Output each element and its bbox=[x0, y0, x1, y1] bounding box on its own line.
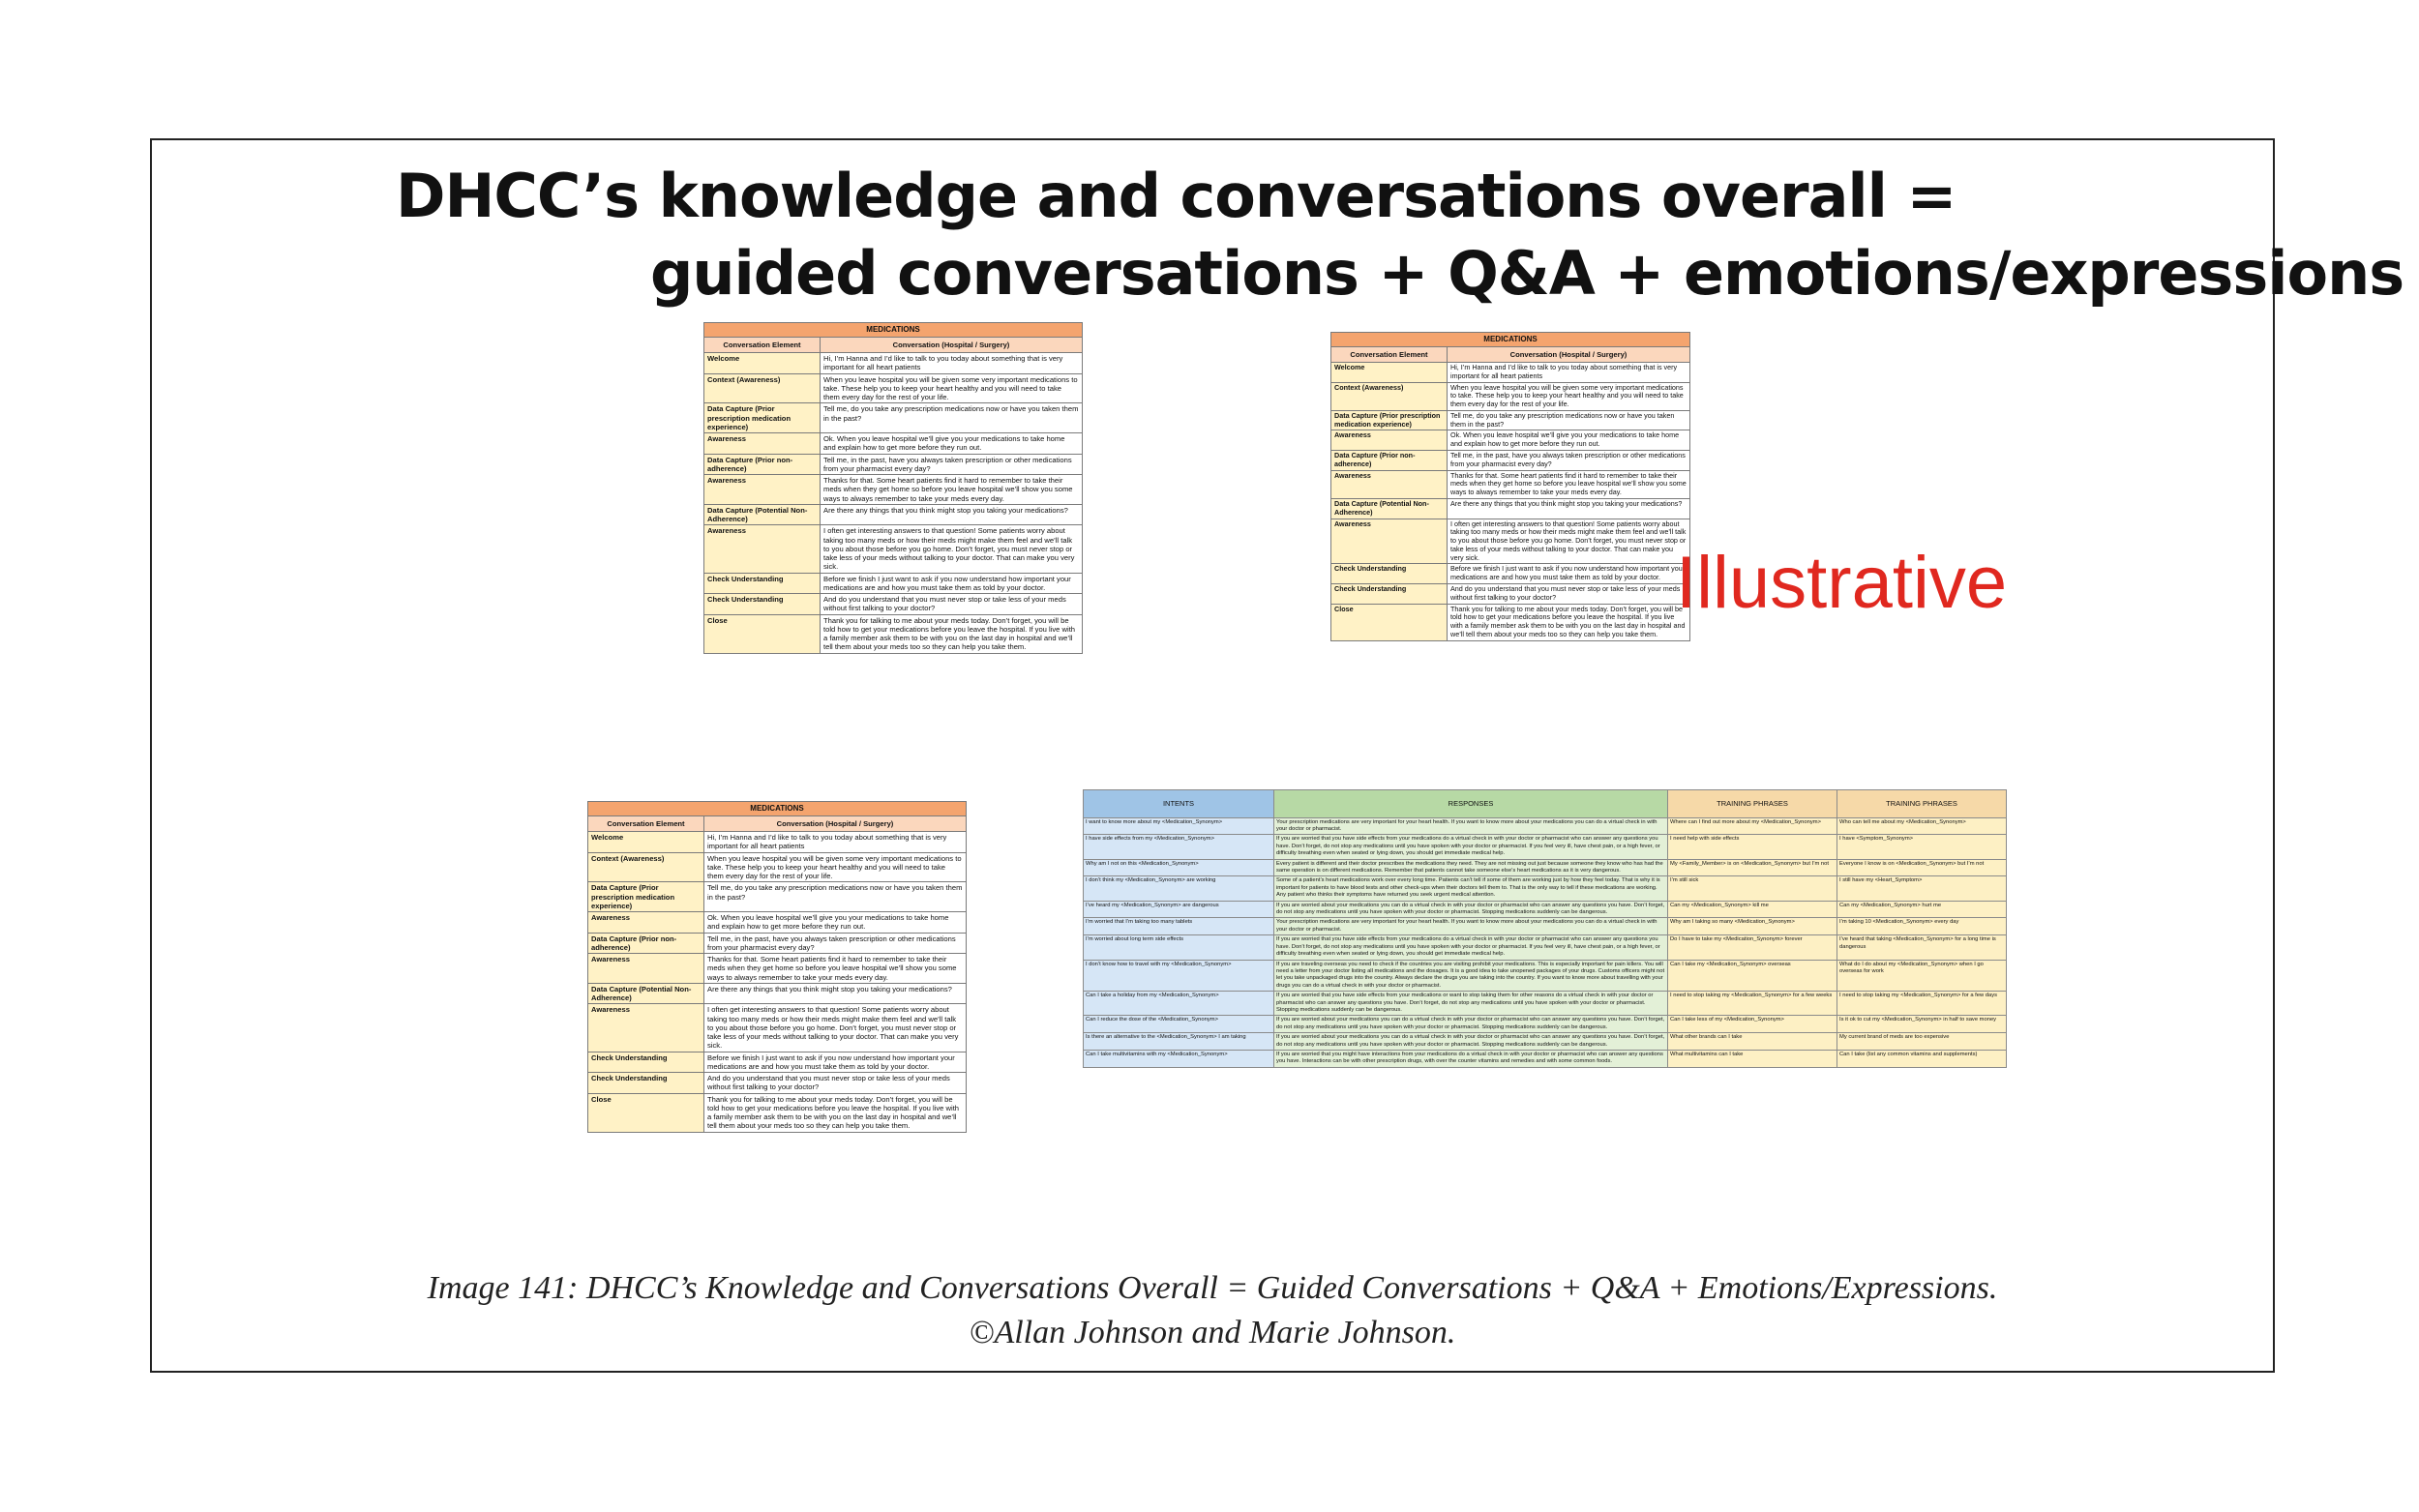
intent-cell: I’ve heard my <Medication_Synonym> are dangerous bbox=[1084, 901, 1274, 918]
table-row bbox=[588, 912, 967, 934]
conversation-text: Before we finish I just want to ask if you now understand how important your medications are and how you must take them as told by your doctor. bbox=[704, 1052, 967, 1073]
training-phrase-cell: I’m taking 10 <Medication_Synonym> every day bbox=[1837, 918, 2007, 935]
conversation-text: Before we finish I just want to ask if you now understand how important your medications are and how you must take them as told by your doctor. bbox=[1448, 564, 1690, 584]
conversation-element: Data Capture (Prior prescription medication experience) bbox=[704, 403, 821, 433]
table-row bbox=[1331, 604, 1690, 640]
training-phrase-cell: Can I take my <Medication_Synonym> overseas bbox=[1668, 960, 1837, 992]
table-row bbox=[704, 475, 1083, 505]
header-intents: INTENTS bbox=[1084, 790, 1274, 818]
response-cell: Every patient is different and their doctor prescribes the medications they need. They are not missing out just because someone they know who has had the same operation is on different medications. Remember that patients cannot take someone else’s heart medications as it is very dangerous. bbox=[1274, 859, 1668, 876]
table-row bbox=[1331, 430, 1690, 451]
conversation-text: Thanks for that. Some heart patients find it hard to remember to take their meds when they get home so before you leave hospital we’ll show you some ways to always remember to take your meds every day. bbox=[821, 475, 1083, 505]
header-training-phrases: TRAINING PHRASES bbox=[1837, 790, 2007, 818]
table-row bbox=[704, 353, 1083, 374]
conversation-text: When you leave hospital you will be given some very important medications to take. These help you to keep your heart healthy and you will need to take them every day for the rest of your life. bbox=[1448, 382, 1690, 410]
table-row bbox=[588, 882, 967, 912]
table-row bbox=[704, 573, 1083, 594]
training-phrase-cell: I have <Symptom_Synonym> bbox=[1837, 835, 2007, 859]
conversation-text: Thank you for talking to me about your meds today. Don’t forget, you will be told how to get your medications before you leave the hospital. If you live with a family member ask them to be with you on the last day in hospital and we’ll tell them about your meds too so they can help you take them. bbox=[704, 1093, 967, 1132]
training-phrase-cell: I still have my <Heart_Symptom> bbox=[1837, 876, 2007, 901]
conversation-text: When you leave hospital you will be given some very important medications to take. These help you to keep your heart healthy and you will need to take them every day for the rest of your life. bbox=[821, 373, 1083, 403]
table-row bbox=[1084, 835, 2007, 859]
training-phrase-cell: My <Family_Member> is on <Medication_Synonym> but I’m not bbox=[1668, 859, 1837, 876]
column-header-conversation: Conversation (Hospital / Surgery) bbox=[1448, 346, 1690, 362]
qa-table bbox=[1083, 789, 2007, 1068]
table-row bbox=[1084, 859, 2007, 876]
intent-cell: I don’t know how to travel with my <Medication_Synonym> bbox=[1084, 960, 1274, 992]
response-cell: Some of a patient’s heart medications work over every long time. Patients can’t tell if some of them are working just by how they feel today. That is why it is important for patients to have blood tests and other check-ups when their doctors tell them to. That is the only way to tell if these medications are working. Any patient who thinks their symptoms have returned you seek urgent medical attention. bbox=[1274, 876, 1668, 901]
conversation-text: Thanks for that. Some heart patients find it hard to remember to take their meds when they get home so before you leave hospital we’ll show you some ways to always remember to take your meds every day. bbox=[1448, 470, 1690, 498]
conversation-text: Thank you for talking to me about your meds today. Don’t forget, you will be told how to get your medications before you leave the hospital. If you live with a family member ask them to be with you on the last day in hospital and we’ll tell them about your meds too so they can help you take them. bbox=[1448, 604, 1690, 640]
table-row bbox=[1084, 1033, 2007, 1051]
conversation-element: Check Understanding bbox=[704, 594, 821, 615]
conversation-element: Context (Awareness) bbox=[704, 373, 821, 403]
table-row bbox=[1331, 564, 1690, 584]
table-row bbox=[1331, 363, 1690, 383]
training-phrase-cell: I need help with side effects bbox=[1668, 835, 1837, 859]
table-row bbox=[588, 832, 967, 853]
intent-cell: I don’t think my <Medication_Synonym> are working bbox=[1084, 876, 1274, 901]
training-phrase-cell: Everyone I know is on <Medication_Synonym> but I’m not bbox=[1837, 859, 2007, 876]
response-cell: If you are worried about your medications you can do a virtual check in with your doctor or pharmacist who can answer any questions you have. Don’t forget, do not stop any medications until you have spoken with your doctor or pharmacist. Stopping medications suddenly can be dangerous. bbox=[1274, 1016, 1668, 1033]
title-line-1: DHCC’s knowledge and conversations overall = bbox=[396, 161, 1956, 231]
conversation-text: Ok. When you leave hospital we’ll give you your medications to take home and explain how to get more before they run out. bbox=[1448, 430, 1690, 451]
table-row bbox=[1084, 935, 2007, 960]
conversation-text: Before we finish I just want to ask if you now understand how important your medications are and how you must take them as told by your doctor. bbox=[821, 573, 1083, 594]
conversation-text: Hi, I’m Hanna and I’d like to talk to you today about something that is very important for all heart patients bbox=[1448, 363, 1690, 383]
training-phrase-cell: My current brand of meds are too expensive bbox=[1837, 1033, 2007, 1051]
column-header-element: Conversation Element bbox=[1331, 346, 1448, 362]
training-phrase-cell: What do I do about my <Medication_Synonym> when I go overseas for work bbox=[1837, 960, 2007, 992]
medications-table-top-left bbox=[703, 322, 1083, 654]
training-phrase-cell: What other brands can I take bbox=[1668, 1033, 1837, 1051]
table-row bbox=[704, 403, 1083, 433]
table-row bbox=[588, 983, 967, 1004]
table-row bbox=[1331, 410, 1690, 430]
training-phrase-cell: Where can I find out more about my <Medication_Synonym> bbox=[1668, 817, 1837, 835]
table-row bbox=[704, 454, 1083, 475]
response-cell: If you are worried that you have side effects from your medications do a virtual check in with your doctor or pharmacist who can answer any questions you have. Don’t forget, do not stop any medications until you have spoken with your doctor or pharmacist. If you feel very ill, have chest pain, or a high fever, or difficulty breathing even when seated or lying down, you should get immediate medical help. bbox=[1274, 835, 1668, 859]
response-cell: If you are traveling overseas you need to check if the countries you are visiting prohibit your medications. This is especially important for pain killers. You will need a letter from your doctor listing all medications and the dosages. It is a good idea to take unopened packages of your drugs. Customs officers might not let you take unpackaged drugs into the country. Always declare the drugs you are taking into the country. If you want to know more about travelling with your drugs you can do a virtual check in with your doctor or pharmacist. bbox=[1274, 960, 1668, 992]
conversation-text: Tell me, in the past, have you always taken prescription or other medications from your pharmacist every day? bbox=[821, 454, 1083, 475]
conversation-element: Awareness bbox=[704, 525, 821, 573]
column-header-row bbox=[1331, 346, 1690, 362]
conversation-element: Data Capture (Potential Non-Adherence) bbox=[704, 504, 821, 525]
conversation-element: Data Capture (Potential Non-Adherence) bbox=[1331, 498, 1448, 519]
table-row bbox=[1084, 992, 2007, 1016]
conversation-text: Thanks for that. Some heart patients find it hard to remember to take their meds when they get home so before you leave hospital we’ll show you some ways to always remember to take your meds every day. bbox=[704, 954, 967, 984]
table-heading: MEDICATIONS bbox=[1331, 333, 1690, 347]
conversation-element: Data Capture (Prior prescription medication experience) bbox=[588, 882, 704, 912]
conversation-element: Awareness bbox=[588, 954, 704, 984]
illustrative-label: Illustrative bbox=[1676, 542, 2008, 624]
conversation-element: Awareness bbox=[704, 433, 821, 455]
intent-cell: Can I take multivitamins with my <Medication_Synonym> bbox=[1084, 1050, 1274, 1067]
response-cell: If you are worried that you have side effects from your medications or want to stop taking them for other reasons do a virtual check in with your doctor or pharmacist who can answer any questions you have. Don’t forget, do not stop any medications until you have spoken with your doctor or pharmacist. Stopping medications suddenly can be dangerous. bbox=[1274, 992, 1668, 1016]
table-row bbox=[704, 433, 1083, 455]
conversation-element: Awareness bbox=[588, 912, 704, 934]
response-cell: Your prescription medications are very important for your heart health. If you want to know more about your medications you can do a virtual check in with your doctor or pharmacist. bbox=[1274, 918, 1668, 935]
table-heading-row bbox=[704, 323, 1083, 338]
response-cell: If you are worried that you have side effects from your medications do a virtual check in with your doctor or pharmacist who can answer any questions you have. Don’t forget, do not stop any medications until you have spoken with your doctor or pharmacist. If you feel very ill, have chest pain, or a high fever, or difficulty breathing even when seated or lying down, you should get immediate medical help. bbox=[1274, 935, 1668, 960]
conversation-element: Context (Awareness) bbox=[588, 852, 704, 882]
intent-cell: Why am I not on this <Medication_Synonym> bbox=[1084, 859, 1274, 876]
conversation-text: And do you understand that you must never stop or take less of your meds without first talking to your doctor? bbox=[1448, 583, 1690, 604]
medications-table-top-right bbox=[1330, 332, 1690, 641]
conversation-element: Check Understanding bbox=[1331, 564, 1448, 584]
table-row bbox=[588, 933, 967, 954]
conversation-element: Context (Awareness) bbox=[1331, 382, 1448, 410]
conversation-text: Ok. When you leave hospital we’ll give you your medications to take home and explain how to get more before they run out. bbox=[704, 912, 967, 934]
training-phrase-cell: I need to stop taking my <Medication_Synonym> for a few weeks bbox=[1668, 992, 1837, 1016]
table-row bbox=[704, 594, 1083, 615]
table-row bbox=[704, 614, 1083, 653]
conversation-element: Awareness bbox=[1331, 519, 1448, 564]
column-header-element: Conversation Element bbox=[704, 337, 821, 352]
training-phrase-cell: Can my <Medication_Synonym> kill me bbox=[1668, 901, 1837, 918]
table-row bbox=[1084, 901, 2007, 918]
table-row bbox=[588, 954, 967, 984]
conversation-element: Awareness bbox=[704, 475, 821, 505]
training-phrase-cell: Do I have to take my <Medication_Synonym> forever bbox=[1668, 935, 1837, 960]
table-row bbox=[1331, 382, 1690, 410]
training-phrase-cell: What multivitamins can I take bbox=[1668, 1050, 1837, 1067]
conversation-text: I often get interesting answers to that question! Some patients worry about taking too many meds or how their meds might make them feel and we’ll talk to you about those before you go home. Don’t forget, you must never stop or take less of your meds without talking to your doctor. That can make you very sick. bbox=[821, 525, 1083, 573]
table-row bbox=[1331, 519, 1690, 564]
table-row bbox=[588, 1093, 967, 1132]
table-row bbox=[704, 504, 1083, 525]
training-phrase-cell: I’m still sick bbox=[1668, 876, 1837, 901]
header-training-phrases: TRAINING PHRASES bbox=[1668, 790, 1837, 818]
conversation-text: Tell me, do you take any prescription medications now or have you taken them in the past? bbox=[821, 403, 1083, 433]
conversation-element: Welcome bbox=[704, 353, 821, 374]
table-row bbox=[1084, 1016, 2007, 1033]
conversation-element: Data Capture (Prior prescription medication experience) bbox=[1331, 410, 1448, 430]
column-header-conversation: Conversation (Hospital / Surgery) bbox=[704, 815, 967, 831]
response-cell: If you are worried that you might have interactions from your medications do a virtual check in with your doctor or pharmacist who can answer any questions you have. Interactions can be with other prescription drugs, with over the counter vitamins and remedies and with some common foods. bbox=[1274, 1050, 1668, 1067]
column-header-row bbox=[704, 337, 1083, 352]
table-row bbox=[1331, 583, 1690, 604]
response-cell: If you are worried about your medications you can do a virtual check in with your doctor or pharmacist who can answer any questions you have. Don’t forget, do not stop any medications until you have spoken with your doctor or pharmacist. Stopping medications suddenly can be dangerous. bbox=[1274, 1033, 1668, 1051]
caption-line-2: ©Allan Johnson and Marie Johnson. bbox=[969, 1315, 1456, 1350]
conversation-text: Are there any things that you think might stop you taking your medications? bbox=[821, 504, 1083, 525]
table-row bbox=[704, 373, 1083, 403]
conversation-element: Close bbox=[704, 614, 821, 653]
caption-line-1: Image 141: DHCC’s Knowledge and Conversations Overall = Guided Conversations + Q&A + Emotions/Expressions. bbox=[427, 1270, 1998, 1306]
training-phrase-cell: Who can tell me about my <Medication_Synonym> bbox=[1837, 817, 2007, 835]
training-phrase-cell: Can my <Medication_Synonym> hurt me bbox=[1837, 901, 2007, 918]
intent-cell: I’m worried that I’m taking too many tablets bbox=[1084, 918, 1274, 935]
intent-cell: I have side effects from my <Medication_Synonym> bbox=[1084, 835, 1274, 859]
conversation-text: Ok. When you leave hospital we’ll give you your medications to take home and explain how to get more before they run out. bbox=[821, 433, 1083, 455]
conversation-element: Close bbox=[1331, 604, 1448, 640]
conversation-element: Check Understanding bbox=[1331, 583, 1448, 604]
response-cell: Your prescription medications are very important for your heart health. If you want to know more about your medications you can do a virtual check in with your doctor or pharmacist. bbox=[1274, 817, 1668, 835]
conversation-text: Tell me, in the past, have you always taken prescription or other medications from your pharmacist every day? bbox=[704, 933, 967, 954]
table-row bbox=[1084, 817, 2007, 835]
column-header-conversation: Conversation (Hospital / Surgery) bbox=[821, 337, 1083, 352]
training-phrase-cell: Why am I taking so many <Medication_Synonym> bbox=[1668, 918, 1837, 935]
column-header-element: Conversation Element bbox=[588, 815, 704, 831]
conversation-text: I often get interesting answers to that question! Some patients worry about taking too many meds or how their meds might make them feel and we’ll talk to you about those before you go home. Don’t forget, you must never stop or take less of your meds without talking to your doctor. That can make you very sick. bbox=[704, 1004, 967, 1052]
conversation-text: Are there any things that you think might stop you taking your medications? bbox=[704, 983, 967, 1004]
conversation-text: And do you understand that you must never stop or take less of your meds without first talking to your doctor? bbox=[704, 1073, 967, 1094]
table-row bbox=[588, 1073, 967, 1094]
conversation-element: Data Capture (Prior non-adherence) bbox=[588, 933, 704, 954]
conversation-element: Data Capture (Prior non-adherence) bbox=[1331, 451, 1448, 471]
conversation-text: Thank you for talking to me about your meds today. Don’t forget, you will be told how to get your medications before you leave the hospital. If you live with a family member ask them to be with you on the last day in hospital and we’ll tell them about your meds too so they can help you take them. bbox=[821, 614, 1083, 653]
conversation-text: Are there any things that you think might stop you taking your medications? bbox=[1448, 498, 1690, 519]
training-phrase-cell: Can I take (list any common vitamins and supplements) bbox=[1837, 1050, 2007, 1067]
table-heading: MEDICATIONS bbox=[704, 323, 1083, 338]
conversation-element: Check Understanding bbox=[588, 1073, 704, 1094]
table-row bbox=[1084, 918, 2007, 935]
conversation-element: Awareness bbox=[1331, 470, 1448, 498]
table-row bbox=[1331, 470, 1690, 498]
training-phrase-cell: Can I take less of my <Medication_Synonym> bbox=[1668, 1016, 1837, 1033]
conversation-element: Check Understanding bbox=[588, 1052, 704, 1073]
table-row bbox=[1331, 498, 1690, 519]
conversation-element: Data Capture (Prior non-adherence) bbox=[704, 454, 821, 475]
conversation-element: Close bbox=[588, 1093, 704, 1132]
table-row bbox=[1084, 1050, 2007, 1067]
table-row bbox=[588, 1004, 967, 1052]
medications-table-bottom-left bbox=[587, 801, 967, 1133]
table-row bbox=[704, 525, 1083, 573]
intent-cell: Can I reduce the dose of the <Medication_Synonym> bbox=[1084, 1016, 1274, 1033]
conversation-text: And do you understand that you must never stop or take less of your meds without first talking to your doctor? bbox=[821, 594, 1083, 615]
table-row bbox=[588, 852, 967, 882]
conversation-element: Awareness bbox=[1331, 430, 1448, 451]
conversation-text: Tell me, do you take any prescription medications now or have you taken them in the past? bbox=[1448, 410, 1690, 430]
title-line-2: guided conversations + Q&A + emotions/expressions bbox=[650, 238, 2404, 309]
training-phrase-cell: I need to stop taking my <Medication_Synonym> for a few days bbox=[1837, 992, 2007, 1016]
intent-cell: I want to know more about my <Medication_Synonym> bbox=[1084, 817, 1274, 835]
slide-frame bbox=[150, 138, 2404, 1373]
qa-header-row bbox=[1084, 790, 2007, 818]
conversation-text: Hi, I’m Hanna and I’d like to talk to you today about something that is very important for all heart patients bbox=[821, 353, 1083, 374]
conversation-text: Hi, I’m Hanna and I’d like to talk to you today about something that is very important for all heart patients bbox=[704, 832, 967, 853]
intent-cell: Is there an alternative to the <Medication_Synonym> I am taking bbox=[1084, 1033, 1274, 1051]
table-heading-row bbox=[1331, 333, 1690, 347]
table-heading: MEDICATIONS bbox=[588, 802, 967, 816]
table-row bbox=[1084, 960, 2007, 992]
header-responses: RESPONSES bbox=[1274, 790, 1668, 818]
intent-cell: Can I take a holiday from my <Medication_Synonym> bbox=[1084, 992, 1274, 1016]
intent-cell: I’m worried about long term side effects bbox=[1084, 935, 1274, 960]
conversation-element: Data Capture (Potential Non-Adherence) bbox=[588, 983, 704, 1004]
conversation-text: Tell me, do you take any prescription medications now or have you taken them in the past? bbox=[704, 882, 967, 912]
training-phrase-cell: Is it ok to cut my <Medication_Synonym> in half to save money bbox=[1837, 1016, 2007, 1033]
conversation-text: Tell me, in the past, have you always taken prescription or other medications from your pharmacist every day? bbox=[1448, 451, 1690, 471]
column-header-row bbox=[588, 815, 967, 831]
conversation-element: Welcome bbox=[588, 832, 704, 853]
table-row bbox=[1084, 876, 2007, 901]
response-cell: If you are worried about your medications you can do a virtual check in with your doctor or pharmacist who can answer any questions you have. Don’t forget, do not stop any medications until you have spoken with your doctor or pharmacist. Stopping medications suddenly can be dangerous. bbox=[1274, 901, 1668, 918]
table-row bbox=[588, 1052, 967, 1073]
conversation-text: When you leave hospital you will be given some very important medications to take. These help you to keep your heart healthy and you will need to take them every day for the rest of your life. bbox=[704, 852, 967, 882]
conversation-element: Welcome bbox=[1331, 363, 1448, 383]
training-phrase-cell: I’ve heard that taking <Medication_Synonym> for a long time is dangerous bbox=[1837, 935, 2007, 960]
conversation-text: I often get interesting answers to that question! Some patients worry about taking too many meds or how their meds might make them feel and we’ll talk to you about those before you go home. Don’t forget, you must never stop or take less of your meds without talking to your doctor. That can make you very sick. bbox=[1448, 519, 1690, 564]
conversation-element: Check Understanding bbox=[704, 573, 821, 594]
table-row bbox=[1331, 451, 1690, 471]
conversation-element: Awareness bbox=[588, 1004, 704, 1052]
table-heading-row bbox=[588, 802, 967, 816]
